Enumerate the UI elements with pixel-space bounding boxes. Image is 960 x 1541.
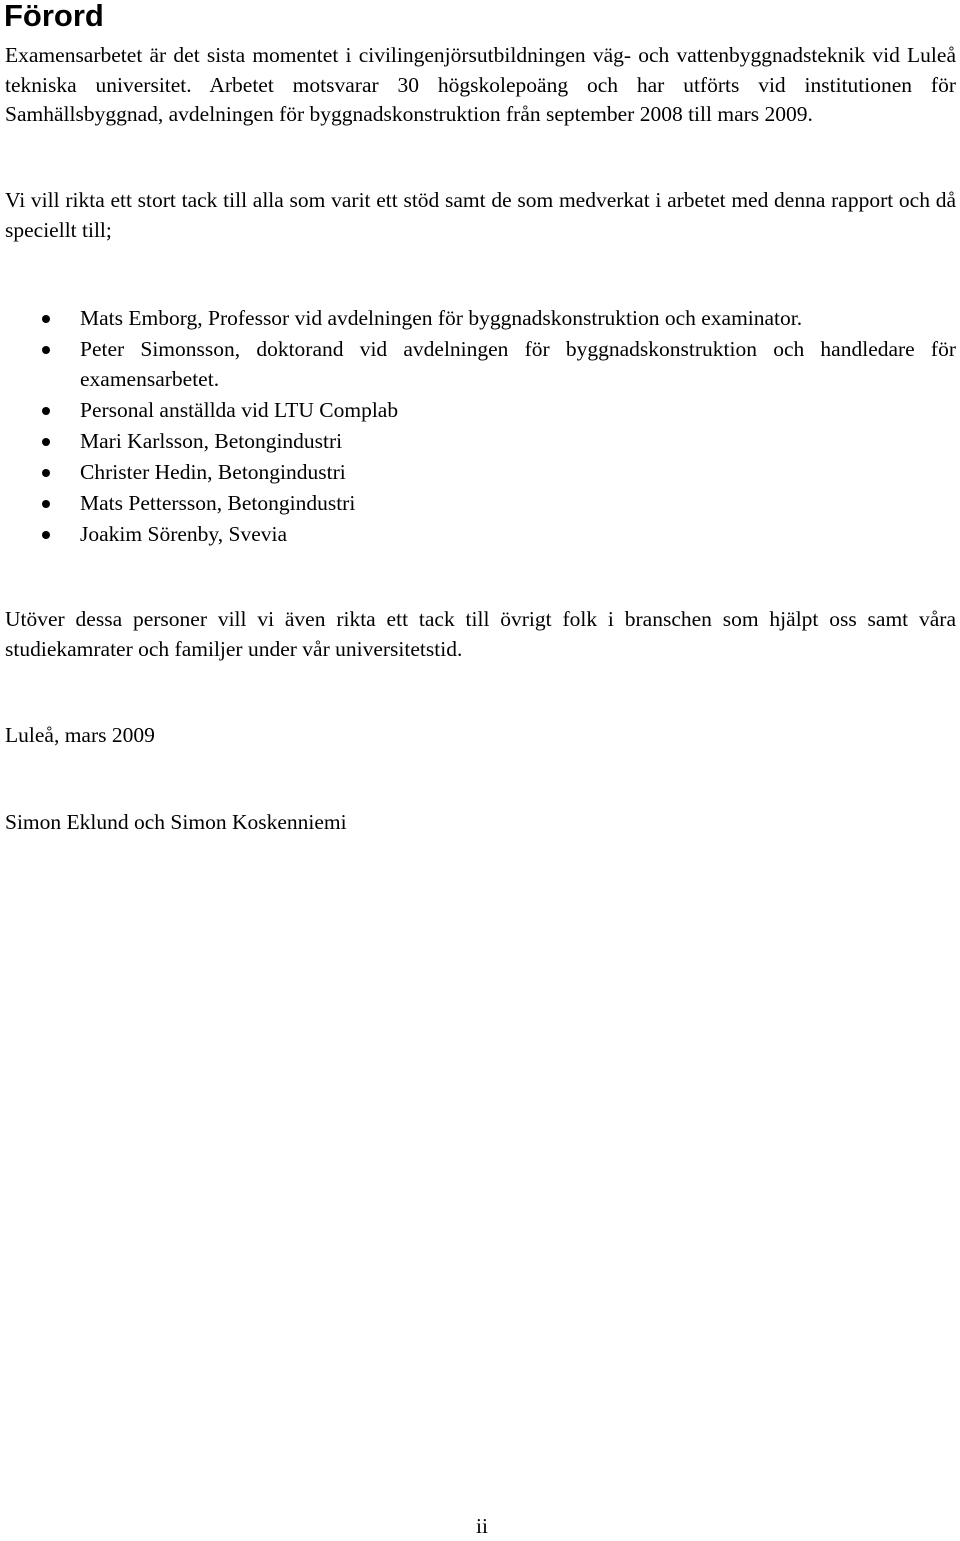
list-item-text: Mats Emborg, Professor vid avdelningen för byggnadskonstruktion och examinator.: [80, 306, 803, 330]
bullet-icon: [42, 346, 50, 354]
list-item-text: Peter Simonsson, doktorand vid avdelningen för byggnadskonstruktion och handledare för examensarbetet.: [80, 337, 956, 391]
author-names: Simon Eklund och Simon Koskenniemi: [5, 810, 347, 834]
bullet-icon: [42, 438, 50, 446]
list-item: [0, 520, 956, 550]
place-date: Luleå, mars 2009: [5, 723, 155, 747]
thanks-paragraph: Vi vill rikta ett stort tack till alla som varit ett stöd samt de som medverkat i arbetet med denna rapport och då speciellt till;: [5, 188, 956, 242]
list-item: [0, 335, 956, 394]
list-item: [0, 489, 956, 519]
bullet-icon: [42, 469, 50, 477]
list-item-text: Mats Pettersson, Betongindustri: [80, 490, 356, 515]
list-item-text: Christer Hedin, Betongindustri: [80, 459, 346, 484]
bullet-icon: [42, 531, 50, 539]
list-item: [0, 427, 956, 457]
closing-paragraph: Utöver dessa personer vill vi även rikta ett tack till övrigt folk i branschen som hjälpt oss samt våra studiekamrater och familjer under vår universitetstid.: [5, 607, 956, 661]
bullet-icon: [42, 407, 50, 415]
list-item-text: Mari Karlsson, Betongindustri: [80, 428, 343, 453]
intro-paragraph: Examensarbetet är det sista momentet i civilingenjörsutbildningen väg- och vattenbyggnadsteknik vid Luleå tekniska universitet. Arbetet motsvarar 30 högskolepoäng och har utförts vid institutionen för Samhällsbyggnad, avdelningen för byggnadskonstruktion från september 2008 till mars 2009.: [5, 43, 956, 126]
bullet-icon: [42, 315, 50, 323]
bullet-icon: [42, 500, 50, 508]
page-title: Förord: [4, 0, 104, 33]
list-item: [0, 396, 956, 426]
acknowledgement-list: [0, 304, 956, 551]
list-item-text: Personal anställda vid LTU Complab: [80, 397, 399, 422]
page-number: ii: [476, 1514, 488, 1538]
list-item-text: Joakim Sörenby, Svevia: [80, 521, 288, 546]
list-item: [0, 304, 956, 334]
list-item: [0, 458, 956, 488]
